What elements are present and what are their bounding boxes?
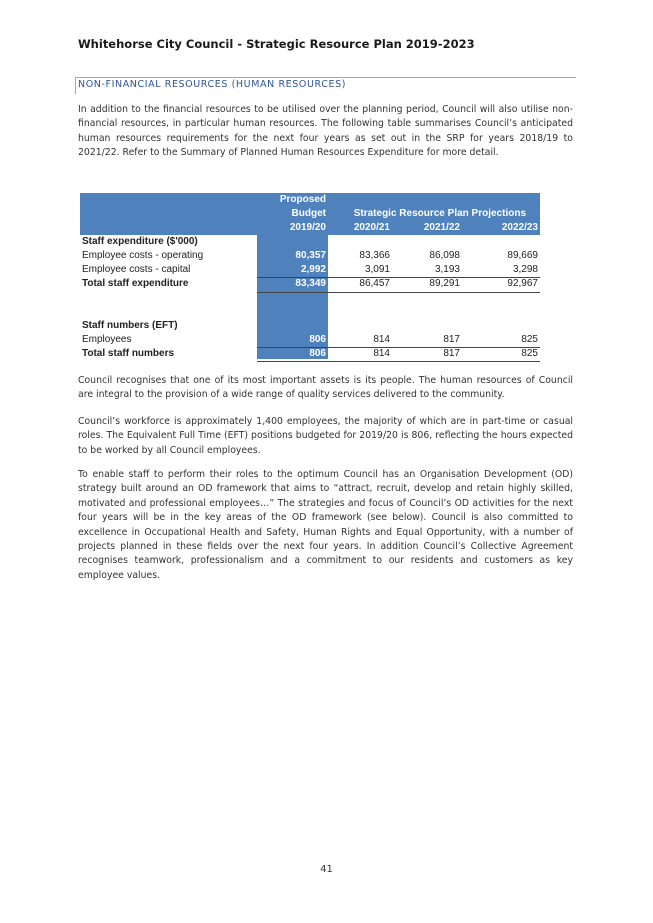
page-number: 41 [320, 864, 333, 875]
cell-value: 89,669 [507, 250, 538, 261]
cell-budget: 80,357 [295, 250, 326, 261]
row-label: Employees [82, 334, 132, 345]
row-label: Employee costs - operating [82, 250, 204, 261]
header-year-3: 2021/22 [423, 222, 460, 233]
cell-value: 3,193 [434, 264, 460, 275]
body-paragraph: To enable staff to perform their roles to the optimum Council has an Organisation Development (OD) strategy built around an OD framework that aims to “attract, recruit, develop and retain highly skilled, motivated and professional employees…” The strategies and focus of Council’s OD activities for the next four years will be in the key areas of the OD framework (see below). Council is also committed to excellence in Occupational Health and Safety, Human Rights and Equal Opportunity, with a number of projects planned in these fields over the next four years. In addition Council’s Collective Agreement recognises teamwork, professionalism and a commitment to our residents and customers as key employee values. [78, 469, 573, 581]
cell-value: 825 [521, 334, 538, 345]
header-year-4: 2022/23 [501, 222, 538, 233]
cell-value: 86,098 [429, 250, 460, 261]
header-budget: Budget [291, 208, 326, 219]
cell-value: 814 [373, 348, 390, 359]
cell-value: 92,967 [507, 278, 538, 289]
table-row [80, 264, 540, 278]
cell-budget: 2,992 [300, 264, 326, 275]
document-header-title: Whitehorse City Council - Strategic Resource Plan 2019-2023 [78, 37, 475, 51]
cell-value: 83,366 [359, 250, 390, 261]
cell-value: 817 [443, 348, 460, 359]
cell-value: 3,091 [364, 264, 390, 275]
cell-value: 814 [373, 334, 390, 345]
cell-value: 3,298 [512, 264, 538, 275]
total-label: Total staff expenditure [82, 278, 189, 289]
table-section-heading [80, 320, 540, 334]
cell-budget: 806 [309, 334, 326, 345]
table-row [80, 250, 540, 264]
total-rule [257, 292, 540, 293]
table-total-row [80, 278, 540, 292]
section-label: Staff numbers (EFT) [82, 320, 178, 331]
cell-budget: 83,349 [295, 278, 326, 289]
intro-paragraph: In addition to the financial resources to be utilised over the planning period, Council will also utilise non-financial resources, in particular human resources. The following table summarises Council’s anticipated human resources requirements for the next four years as set out in the SRP for years 2018/19 to 2021/22. Refer to the Summary of Planned Human Resources Expenditure for more detail. [78, 104, 573, 159]
cell-value: 86,457 [359, 278, 390, 289]
table-row [80, 334, 540, 348]
total-rule [257, 361, 540, 362]
body-paragraph: Council’s workforce is approximately 1,400 employees, the majority of which are in part-time or casual roles. The Equivalent Full Time (EFT) positions budgeted for 2019/20 is 806, reflecting the hours expected to be worked by all Council employees. [78, 416, 573, 456]
header-srp-projections: Strategic Resource Plan Projections [353, 208, 526, 219]
cell-value: 825 [521, 348, 538, 359]
header-year-1: 2019/20 [289, 222, 326, 233]
cell-value: 89,291 [429, 278, 460, 289]
header-proposed: Proposed [279, 194, 326, 205]
cell-budget: 806 [309, 348, 326, 359]
row-label: Employee costs - capital [82, 264, 191, 275]
table-total-row [80, 348, 540, 362]
section-heading: NON-FINANCIAL RESOURCES (HUMAN RESOURCES) [78, 79, 347, 90]
header-year-2: 2020/21 [353, 222, 390, 233]
section-label: Staff expenditure ($'000) [82, 236, 198, 247]
cell-value: 817 [443, 334, 460, 345]
total-label: Total staff numbers [82, 348, 175, 359]
table-section-heading [80, 236, 540, 250]
body-paragraph: Council recognises that one of its most important assets is its people. The human resources of Council are integral to the provision of a wide range of quality services delivered to the community. [78, 375, 573, 401]
table-header-band [80, 193, 540, 235]
